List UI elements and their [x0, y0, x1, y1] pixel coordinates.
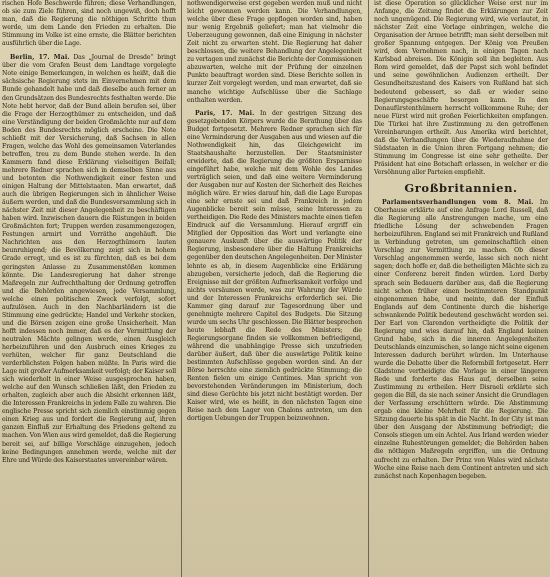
article-paragraph: rischen Hofe Beschwerde führen; diese Verhandlungen, ob sie zum Ziele führen, sind noch ungewiß, doch hofft man, daß die Regierung die nöthigen Schritte thun werde, um dem Lande den Frieden zu erhalten. Die Stimmung im Volke ist eine ernste, die Blätter berichten ausführlich über die Lage.: [2, 0, 176, 48]
column-middle: [183, 0, 366, 577]
section-heading: Großbritannien.: [404, 181, 518, 196]
dateline: Berlin, 17. Mai.: [10, 54, 70, 62]
column-right: [370, 0, 550, 577]
article-paragraph: [2, 54, 176, 464]
article-paragraph: nothwendigerweise erst gegeben werden muß und nicht leicht gewonnen werden kann. Die Verhandlungen, welche über diese Frage gepflogen worden sind, haben nur wenig Ergebniß geliefert; man hat vielmehr die Ueberzeugung gewonnen, daß eine Einigung in nächster Zeit nicht zu erwarten steht. Die Regierung hat daher beschlossen, die weitere Behandlung der Angelegenheit zu vertagen und zunächst die Berichte der Commissionen abzuwarten, welche mit der Prüfung der einzelnen Punkte beauftragt worden sind. Diese Berichte sollen in kurzer Zeit vorgelegt werden, und man erwartet, daß sie manche wichtige Aufschlüsse über die Sachlage enthalten werden.: [187, 0, 362, 104]
column-left: [0, 0, 180, 577]
article-paragraph: ist diese Operation so glücklicher Weise erst nur im Anfange, die Zeitung findet die Erklärungen zur Zeit noch ungenügend. Die Regierung wird, wie verlautet, in nächster Zeit eine Vorlage einbringen, welche die Organisation der Armee betrifft; man sieht derselben mit großer Spannung entgegen. Der König von Preußen wird, dem Vernehmen nach, in einigen Tagen nach Karlsbad abreisen. Die Königin soll ihn begleiten. Aus Rom wird gemeldet, daß der Papst sich wohl befindet und seine gewöhnlichen Audienzen ertheilt. Der Gesundheitszustand des Kaisers von Rußland hat sich bedeutend gebessert, so daß er wieder seine Regierungsgeschäfte besorgen kann. In den Donaufürstenthümern herrscht vollkommene Ruhe; der neue Fürst wird mit großen Feierlichkeiten empfangen. Die Türkei hat ihre Zustimmung zu den getroffenen Vereinbarungen ertheilt. Aus Amerika wird berichtet, daß die Verhandlungen über die Wiederaufnahme der Südstaaten in die Union ihren Fortgang nehmen; die Stimmung im Congresse ist eine sehr getheilte. Der Präsident hat eine Botschaft erlassen, in welcher er die Versöhnung aller Parteien empfiehlt.: [374, 0, 548, 176]
dateline: Paris, 17. Mai.: [195, 109, 255, 117]
article-body: Das „Journal de Dresde“ bringt über die vom Grafen Beust dem Landtage vorgelegte Note einige Bemerkungen, in welchen es heißt, daß die sächsische Regierung stets im Einvernehmen mit dem Bunde gehandelt habe und daß dieselbe auch ferner an den Grundsätzen des Bundesrechts festhalten werde. Die Note hebt hervor, daß der Bund allein berufen sei, über die Frage der Herzogthümer zu entscheiden, und daß eine Verständigung der beiden Großmächte nur auf dem Boden des Bundesrechts möglich erscheine. Die Note schließt mit der Versicherung, daß Sachsen in allen Fragen, welche das Wohl des gemeinsamen Vaterlandes betreffen, treu zu dem Bunde stehen werde. In den Kammern fand diese Erklärung vielseitigen Beifall; mehrere Redner sprachen sich in demselben Sinne aus und betonten die Nothwendigkeit einer festen und einigen Haltung der Mittelstaaten. Man erwartet, daß auch die übrigen Regierungen sich in ähnlicher Weise äußern werden, und daß die Bundesversammlung sich in nächster Zeit mit dieser Angelegenheit zu beschäftigen haben wird. Inzwischen dauern die Rüstungen in beiden Großmächten fort; Truppen werden zusammengezogen, Festungen armirt und Vorräthe angehäuft. Die Nachrichten aus den Herzogthümern lauten beunruhigend; die Bevölkerung zeigt sich in hohem Grade erregt, und es ist zu fürchten, daß es bei dem geringsten Anlasse zu Zusammenstößen kommen könnte. Die Landesregierung hat daher strenge Maßregeln zur Aufrechthaltung der Ordnung getroffen und die Behörden angewiesen, jede Versammlung, welche einen politischen Zweck verfolgt, sofort aufzulösen. Auch in den Nachbarländern ist die Stimmung eine gedrückte; Handel und Verkehr stocken, und die Börsen zeigen eine große Unsicherheit. Man hofft indessen noch immer, daß es der Vermittlung der neutralen Mächte gelingen werde, einen Ausgleich herbeizuführen und den Ausbruch eines Krieges zu verhüten, welcher für ganz Deutschland die verderblichsten Folgen haben müßte. In Paris wird die Lage mit großer Aufmerksamkeit verfolgt; der Kaiser soll sich wiederholt in einer Weise ausgesprochen haben, welche auf den Wunsch schließen läßt, den Frieden zu erhalten, zugleich aber auch die Absicht erkennen läßt, die Interessen Frankreichs in jedem Falle zu wahren. Die englische Presse spricht sich ziemlich einstimmig gegen einen Krieg aus und fordert die Regierung auf, ihren ganzen Einfluß zur Erhaltung des Friedens geltend zu machen. Von Wien aus wird gemeldet, daß die Regierung bereit sei, auf billige Vorschläge einzugehen, jedoch keine Bedingungen annehmen werde, welche mit der Ehre und Würde des Kaiserstaates unvereinbar wären.: [2, 54, 176, 464]
article-body: In der gestrigen Sitzung des gesetzgebenden Körpers wurde die Berathung über das Budget fortgesetzt. Mehrere Redner sprachen sich für eine Verminderung der Ausgaben aus und wiesen auf die Nothwendigkeit hin, das Gleichgewicht im Staatshaushalte herzustellen. Der Staatsminister erwiderte, daß die Regierung die größten Ersparnisse eingeführt habe, welche mit dem Wohle des Landes verträglich seien, und daß eine weitere Verminderung der Ausgaben nur auf Kosten der Sicherheit des Reiches möglich wäre. Er wies darauf hin, daß die Lage Europas eine sehr ernste sei und daß Frankreich in jedem Augenblicke bereit sein müsse, seine Interessen zu vertheidigen. Die Rede des Ministers machte einen tiefen Eindruck auf die Versammlung. Hierauf ergriff ein Mitglied der Opposition das Wort und verlangte eine genauere Auskunft über die auswärtige Politik der Regierung, insbesondere über die Haltung Frankreichs gegenüber den deutschen Angelegenheiten. Der Minister lehnte es ab, in diesem Augenblicke eine Erklärung abzugeben, versicherte jedoch, daß die Regierung die Ereignisse mit der größten Aufmerksamkeit verfolge und nichts versäumen werde, was zur Wahrung der Würde und der Interessen Frankreichs erforderlich sei. Die Kammer ging darauf zur Tagesordnung über und genehmigte mehrere Capitel des Budgets. Die Sitzung wurde um sechs Uhr geschlossen. Die Blätter besprechen heute lebhaft die Rede des Ministers; die Regierungsorgane finden sie vollkommen befriedigend, während die unabhängige Presse sich unzufrieden darüber äußert, daß über die auswärtige Politik keine bestimmten Aufschlüsse gegeben worden sind. An der Börse herrschte eine ziemlich gedrückte Stimmung; die Renten fielen um einige Centimes. Man spricht von bevorstehenden Veränderungen im Ministerium, doch sind diese Gerüchte bis jetzt nicht bestätigt worden. Der Kaiser wird, wie es heißt, in den nächsten Tagen eine Reise nach dem Lager von Chalons antreten, um den dortigen Uebungen der Truppen beizuwohnen.: [187, 109, 362, 423]
article-paragraph: [374, 199, 548, 481]
column-divider: [368, 0, 369, 577]
article-body: Im Oberhause erklärte auf eine Anfrage Lord Russell, daß die Regierung alle Anstrengungen mache, um eine friedliche Lösung der schwebenden Fragen herbeizuführen. England sei mit Frankreich und Rußland in Verbindung getreten, um gemeinschaftlich einen Vorschlag zur Vermittlung zu machen. Ob dieser Vorschlag angenommen werde, lasse sich noch nicht sagen; doch hoffe er, daß die betheiligten Mächte sich zu einer Conferenz bereit finden würden. Lord Derby sprach sein Bedauern darüber aus, daß die Regierung nicht schon früher einen bestimmteren Standpunkt eingenommen habe, und meinte, daß der Einfluß Englands auf dem Continente durch die bisherige schwankende Politik bedeutend geschwächt worden sei. Der Earl von Clarendon vertheidigte die Politik der Regierung und wies darauf hin, daß England keinen Grund habe, sich in die inneren Angelegenheiten Deutschlands einzumischen, so lange nicht seine eigenen Interessen dadurch berührt würden. Im Unterhause wurde die Debatte über die Reformbill fortgesetzt. Herr Gladstone vertheidigte die Vorlage in einer längeren Rede und forderte das Haus auf, derselben seine Zustimmung zu ertheilen. Herr Disraeli erklärte sich gegen die Bill, da sie nach seiner Ansicht die Grundlagen der Verfassung erschüttern würde. Die Abstimmung ergab eine kleine Mehrheit für die Regierung. Die Sitzung dauerte bis spät in die Nacht. In der City ist man über den Ausgang der Abstimmung befriedigt; die Consols stiegen um ein Achtel. Aus Irland werden wieder einzelne Ruhestörungen gemeldet; die Behörden haben die nöthigen Maßregeln ergriffen, um die Ordnung aufrecht zu erhalten. Der Prinz von Wales wird nächste Woche eine Reise nach dem Continent antreten und sich zunächst nach Kopenhagen begeben.: [374, 199, 548, 480]
dateline: Parlamentsverhandlungen vom 8. Mai.: [382, 199, 534, 207]
column-divider: [181, 0, 182, 577]
article-paragraph: [187, 110, 362, 424]
